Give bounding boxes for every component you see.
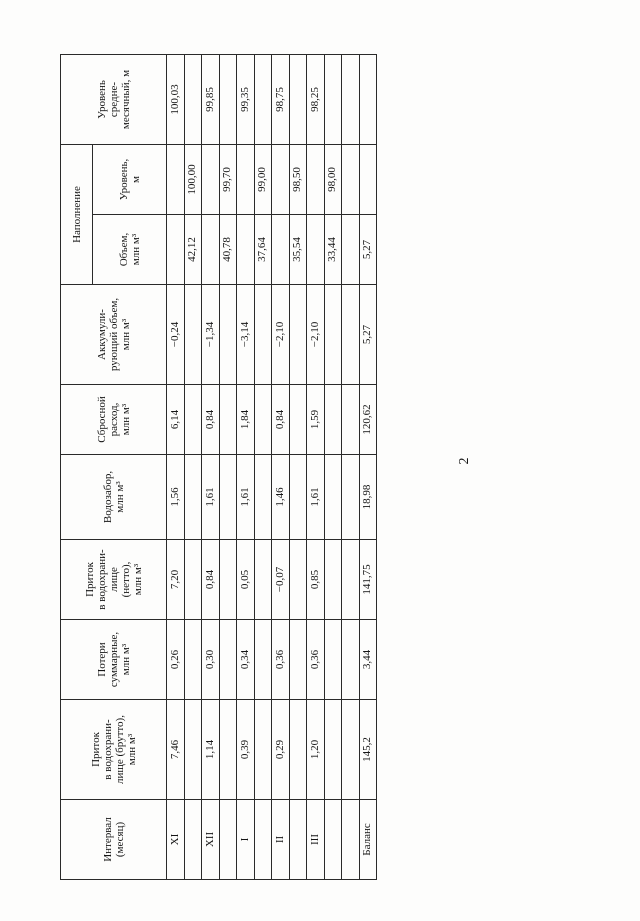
cell-empty bbox=[254, 800, 272, 880]
cell-net-inflow: −0,07 bbox=[272, 540, 290, 620]
cell-empty bbox=[219, 55, 237, 145]
cell-volume bbox=[272, 215, 290, 285]
cell-avg-level bbox=[359, 55, 377, 145]
cell-empty bbox=[342, 385, 360, 455]
cell-accumulating: 5,27 bbox=[359, 285, 377, 385]
cell-gross-inflow: 1,20 bbox=[307, 700, 325, 800]
cell-interval: III bbox=[307, 800, 325, 880]
cell-empty bbox=[324, 700, 342, 800]
cell-volume bbox=[202, 215, 220, 285]
cell-gross-inflow: 145,2 bbox=[359, 700, 377, 800]
cell-level: 98,00 bbox=[324, 145, 342, 215]
cell-level bbox=[237, 145, 255, 215]
cell-level bbox=[307, 145, 325, 215]
cell-empty bbox=[342, 285, 360, 385]
cell-level: 98,50 bbox=[289, 145, 307, 215]
cell-empty bbox=[184, 385, 202, 455]
cell-empty bbox=[342, 55, 360, 145]
table-row-month bbox=[167, 55, 185, 880]
cell-empty bbox=[254, 385, 272, 455]
header-volume: Объем, млн м³ bbox=[93, 215, 167, 285]
cell-discharge: 0,84 bbox=[202, 385, 220, 455]
table-row-boundary bbox=[254, 55, 272, 880]
cell-empty bbox=[289, 385, 307, 455]
header-discharge: Сбросной расход, млн м³ bbox=[61, 385, 167, 455]
cell-avg-level: 100,03 bbox=[167, 55, 185, 145]
cell-losses: 0,36 bbox=[272, 620, 290, 700]
cell-intake: 1,56 bbox=[167, 455, 185, 540]
cell-accumulating: −0,24 bbox=[167, 285, 185, 385]
page-number: 2 bbox=[457, 457, 472, 465]
cell-volume bbox=[167, 215, 185, 285]
cell-interval: I bbox=[237, 800, 255, 880]
cell-intake: 1,46 bbox=[272, 455, 290, 540]
header-interval: Интервал (месяц) bbox=[61, 800, 167, 880]
header-avg-level: Уровень средне- месячный, м bbox=[61, 55, 167, 145]
cell-volume: 42,12 bbox=[184, 215, 202, 285]
cell-empty bbox=[342, 700, 360, 800]
cell-empty bbox=[324, 800, 342, 880]
cell-empty bbox=[324, 620, 342, 700]
cell-accumulating: −1,34 bbox=[202, 285, 220, 385]
table-row-boundary bbox=[184, 55, 202, 880]
cell-accumulating: −2,10 bbox=[307, 285, 325, 385]
cell-discharge: 6,14 bbox=[167, 385, 185, 455]
cell-level bbox=[272, 145, 290, 215]
cell-empty bbox=[324, 285, 342, 385]
cell-empty bbox=[219, 800, 237, 880]
cell-empty bbox=[289, 620, 307, 700]
cell-volume: 37,64 bbox=[254, 215, 272, 285]
cell-interval: XI bbox=[167, 800, 185, 880]
cell-gross-inflow: 0,39 bbox=[237, 700, 255, 800]
cell-volume bbox=[307, 215, 325, 285]
rotated-table-wrapper bbox=[60, 55, 376, 880]
cell-intake: 1,61 bbox=[237, 455, 255, 540]
cell-empty bbox=[184, 455, 202, 540]
header-level: Уровень, м bbox=[93, 145, 167, 215]
cell-empty bbox=[342, 455, 360, 540]
cell-empty bbox=[289, 800, 307, 880]
cell-empty bbox=[254, 700, 272, 800]
cell-discharge: 1,84 bbox=[237, 385, 255, 455]
cell-accumulating: −3,14 bbox=[237, 285, 255, 385]
cell-empty bbox=[289, 285, 307, 385]
cell-avg-level: 99,35 bbox=[237, 55, 255, 145]
table-row-month bbox=[237, 55, 255, 880]
cell-accumulating: −2,10 bbox=[272, 285, 290, 385]
cell-discharge: 0,84 bbox=[272, 385, 290, 455]
cell-intake: 1,61 bbox=[202, 455, 220, 540]
cell-empty bbox=[289, 700, 307, 800]
cell-gross-inflow: 7,46 bbox=[167, 700, 185, 800]
cell-volume: 35,54 bbox=[289, 215, 307, 285]
cell-empty bbox=[219, 385, 237, 455]
table-row-balance bbox=[359, 55, 377, 880]
cell-empty bbox=[184, 540, 202, 620]
cell-volume bbox=[237, 215, 255, 285]
cell-intake: 1,61 bbox=[307, 455, 325, 540]
cell-level: 99,00 bbox=[254, 145, 272, 215]
cell-net-inflow: 0,84 bbox=[202, 540, 220, 620]
header-gross-inflow: Приток в водохрани- лище (брутто), млн м³ bbox=[61, 700, 167, 800]
table-row-boundary bbox=[219, 55, 237, 880]
cell-empty bbox=[219, 620, 237, 700]
cell-intake: 18,98 bbox=[359, 455, 377, 540]
cell-level: 100,00 bbox=[184, 145, 202, 215]
cell-empty bbox=[289, 455, 307, 540]
cell-empty bbox=[289, 55, 307, 145]
cell-losses: 0,34 bbox=[237, 620, 255, 700]
cell-empty bbox=[342, 620, 360, 700]
reservoir-balance-table bbox=[60, 54, 377, 880]
cell-losses: 0,30 bbox=[202, 620, 220, 700]
cell-volume: 40,78 bbox=[219, 215, 237, 285]
cell-empty bbox=[219, 540, 237, 620]
cell-empty bbox=[324, 455, 342, 540]
cell-empty bbox=[184, 700, 202, 800]
cell-empty bbox=[324, 55, 342, 145]
cell-empty bbox=[219, 700, 237, 800]
cell-level: 99,70 bbox=[219, 145, 237, 215]
cell-avg-level: 99,85 bbox=[202, 55, 220, 145]
cell-empty bbox=[254, 455, 272, 540]
cell-interval: II bbox=[272, 800, 290, 880]
cell-interval: XII bbox=[202, 800, 220, 880]
cell-empty bbox=[342, 540, 360, 620]
header-filling: Наполнение bbox=[61, 145, 93, 285]
cell-level bbox=[359, 145, 377, 215]
cell-gross-inflow: 0,29 bbox=[272, 700, 290, 800]
table-row-month bbox=[307, 55, 325, 880]
header-row bbox=[61, 55, 93, 880]
cell-net-inflow: 141,75 bbox=[359, 540, 377, 620]
cell-empty bbox=[219, 455, 237, 540]
cell-net-inflow: 0,85 bbox=[307, 540, 325, 620]
cell-net-inflow: 0,05 bbox=[237, 540, 255, 620]
cell-empty bbox=[254, 620, 272, 700]
cell-empty bbox=[324, 540, 342, 620]
table-row-boundary bbox=[289, 55, 307, 880]
table-row-boundary bbox=[324, 55, 342, 880]
cell-volume: 33,44 bbox=[324, 215, 342, 285]
cell-empty bbox=[184, 55, 202, 145]
header-losses: Потери суммарные, млн м³ bbox=[61, 620, 167, 700]
table-row-month bbox=[272, 55, 290, 880]
cell-losses: 3,44 bbox=[359, 620, 377, 700]
cell-discharge: 120,62 bbox=[359, 385, 377, 455]
cell-empty bbox=[184, 800, 202, 880]
cell-empty bbox=[342, 215, 360, 285]
cell-level bbox=[202, 145, 220, 215]
cell-empty bbox=[184, 620, 202, 700]
cell-gross-inflow: 1,14 bbox=[202, 700, 220, 800]
cell-empty bbox=[254, 55, 272, 145]
cell-volume: 5,27 bbox=[359, 215, 377, 285]
header-intake: Водозабор, млн м³ bbox=[61, 455, 167, 540]
cell-empty bbox=[219, 285, 237, 385]
cell-empty bbox=[289, 540, 307, 620]
cell-empty bbox=[342, 800, 360, 880]
cell-net-inflow: 7,20 bbox=[167, 540, 185, 620]
cell-losses: 0,26 bbox=[167, 620, 185, 700]
cell-empty bbox=[342, 145, 360, 215]
cell-losses: 0,36 bbox=[307, 620, 325, 700]
cell-interval: Баланс bbox=[359, 800, 377, 880]
cell-empty bbox=[254, 285, 272, 385]
cell-empty bbox=[324, 385, 342, 455]
cell-empty bbox=[184, 285, 202, 385]
header-net-inflow: Приток в водохрани- лище (нетто), млн м³ bbox=[61, 540, 167, 620]
table-row-month bbox=[202, 55, 220, 880]
cell-empty bbox=[254, 540, 272, 620]
cell-avg-level: 98,75 bbox=[272, 55, 290, 145]
table-row-empty bbox=[342, 55, 360, 880]
cell-avg-level: 98,25 bbox=[307, 55, 325, 145]
cell-discharge: 1,59 bbox=[307, 385, 325, 455]
header-accumulating: Аккумули- рующий объем, млн м³ bbox=[61, 285, 167, 385]
cell-level bbox=[167, 145, 185, 215]
